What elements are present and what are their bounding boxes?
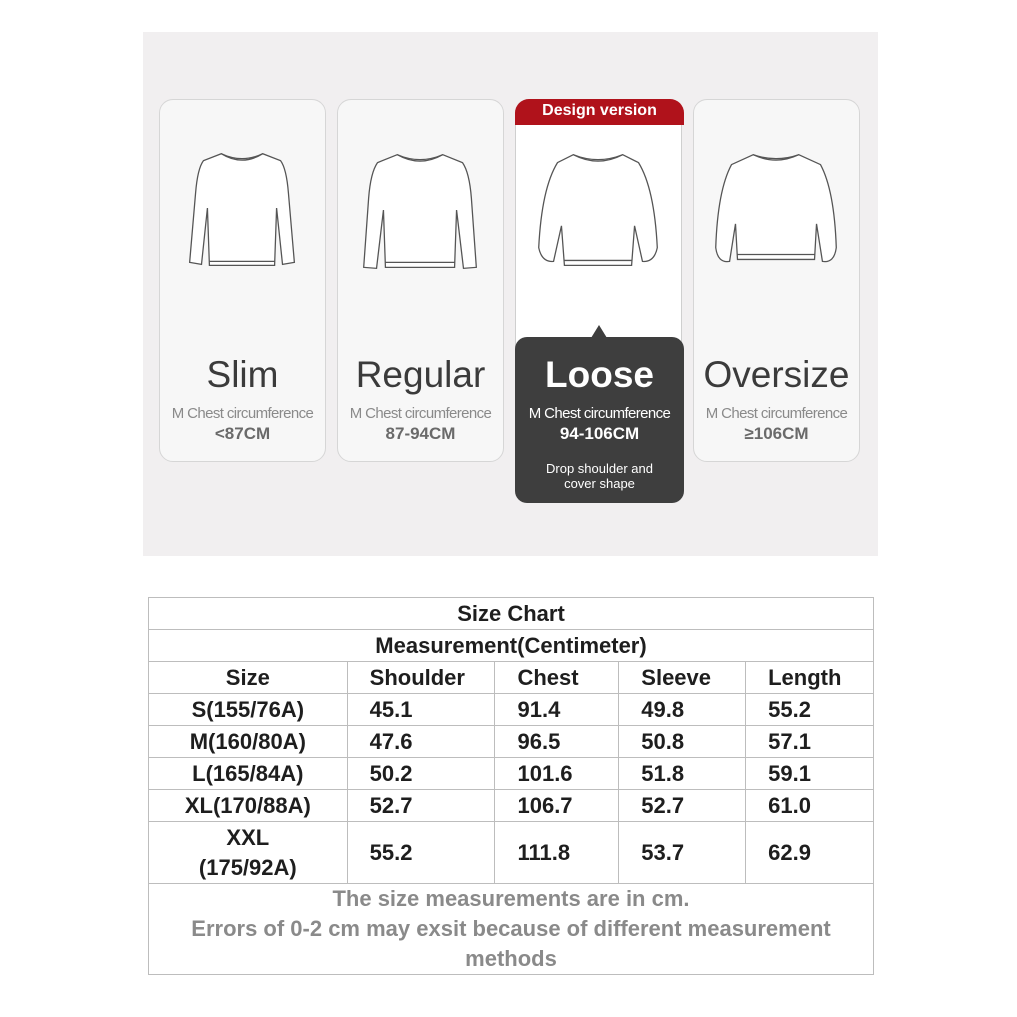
length-cell: 62.9: [746, 822, 874, 884]
fit-name: Regular: [355, 354, 486, 395]
fit-range: 87-94CM: [385, 424, 456, 443]
pointer-notch: [591, 325, 607, 338]
fit-subtitle: M Chest circumference: [171, 405, 314, 422]
table-row: [149, 758, 874, 790]
sleeve-cell: 50.8: [619, 726, 746, 758]
fit-subtitle: M Chest circumference: [528, 405, 671, 422]
size-cell-text: XXL (175/92A): [198, 824, 297, 880]
size-cell: M(160/80A): [149, 726, 348, 758]
table-row: [149, 726, 874, 758]
fit-name: Loose: [545, 354, 654, 395]
table-row: [149, 822, 874, 884]
loose-sweater-illustration: [516, 138, 681, 288]
fit-subtitle: M Chest circumference: [705, 405, 848, 422]
fit-name: Oversize: [703, 354, 850, 395]
size-chart-table: [148, 597, 874, 975]
chest-cell: 111.8: [495, 822, 619, 884]
shoulder-cell: 50.2: [347, 758, 495, 790]
fit-card-oversize: [693, 99, 860, 462]
size-chart-title: Size Chart: [149, 598, 874, 630]
column-header: Length: [746, 662, 874, 694]
size-cell: [149, 822, 348, 884]
chest-cell: 91.4: [495, 694, 619, 726]
slim-sweater-illustration: [160, 138, 325, 288]
fit-note: Drop shoulder and cover shape: [546, 461, 653, 491]
design-version-badge: Design version: [515, 99, 684, 125]
fit-subtitle: M Chest circumference: [349, 405, 492, 422]
column-header: Shoulder: [347, 662, 495, 694]
measurement-disclaimer: [149, 884, 874, 975]
length-cell: 59.1: [746, 758, 874, 790]
fit-card-regular: [337, 99, 504, 462]
fit-comparison-panel: [143, 32, 878, 556]
sleeve-cell: 49.8: [619, 694, 746, 726]
chest-cell: 106.7: [495, 790, 619, 822]
chest-cell: 96.5: [495, 726, 619, 758]
size-cell: L(165/84A): [149, 758, 348, 790]
length-cell: 57.1: [746, 726, 874, 758]
fit-card-slim: [159, 99, 326, 462]
column-header: Chest: [495, 662, 619, 694]
chest-cell: 101.6: [495, 758, 619, 790]
sleeve-cell: 53.7: [619, 822, 746, 884]
fit-range: <87CM: [214, 424, 271, 443]
shoulder-cell: 47.6: [347, 726, 495, 758]
fit-card-loose: [515, 99, 682, 491]
header-row: [149, 662, 874, 694]
fit-range: ≥106CM: [744, 424, 809, 443]
shoulder-cell: 45.1: [347, 694, 495, 726]
table-row: [149, 694, 874, 726]
size-cell: S(155/76A): [149, 694, 348, 726]
disclaimer-line-2: Errors of 0-2 cm may exsit because of different measurement methods: [191, 916, 831, 971]
disclaimer-line-1: The size measurements are in cm.: [332, 886, 690, 911]
size-cell: XL(170/88A): [149, 790, 348, 822]
table-row: [149, 790, 874, 822]
length-cell: 55.2: [746, 694, 874, 726]
fit-range: 94-106CM: [559, 424, 640, 443]
length-cell: 61.0: [746, 790, 874, 822]
column-header: Size: [149, 662, 348, 694]
shoulder-cell: 55.2: [347, 822, 495, 884]
regular-sweater-illustration: [338, 138, 503, 288]
sleeve-cell: 51.8: [619, 758, 746, 790]
fit-name: Slim: [206, 354, 279, 395]
oversize-sweater-illustration: [694, 138, 859, 288]
measurement-unit-label: Measurement(Centimeter): [149, 630, 874, 662]
column-header: Sleeve: [619, 662, 746, 694]
sleeve-cell: 52.7: [619, 790, 746, 822]
shoulder-cell: 52.7: [347, 790, 495, 822]
loose-detail-box: [515, 337, 684, 503]
